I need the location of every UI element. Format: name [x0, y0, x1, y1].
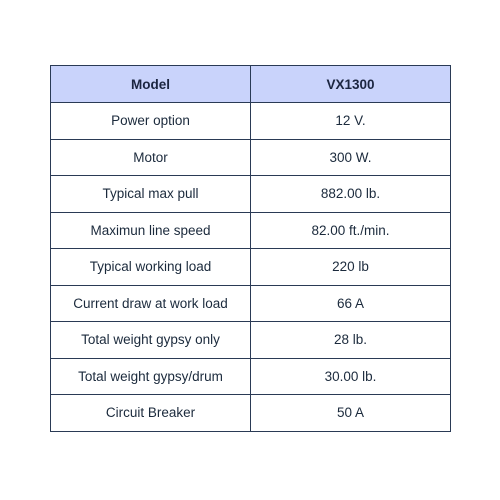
table-row [51, 103, 451, 140]
row-value: 300 W. [251, 139, 451, 176]
table-row [51, 212, 451, 249]
row-value: 28 lb. [251, 322, 451, 359]
spec-table [50, 65, 451, 432]
table-row [51, 285, 451, 322]
row-value: 30.00 lb. [251, 358, 451, 395]
row-value: 220 lb [251, 249, 451, 286]
row-label: Typical working load [51, 249, 251, 286]
row-value: 882.00 lb. [251, 176, 451, 213]
row-label: Total weight gypsy/drum [51, 358, 251, 395]
row-label: Maximun line speed [51, 212, 251, 249]
row-value: 50 A [251, 395, 451, 432]
row-value: 82.00 ft./min. [251, 212, 451, 249]
table-row [51, 358, 451, 395]
row-value: 66 A [251, 285, 451, 322]
table-row [51, 322, 451, 359]
row-label: Power option [51, 103, 251, 140]
header-row [51, 66, 451, 103]
row-value: 12 V. [251, 103, 451, 140]
table-header [51, 66, 451, 103]
table-row [51, 249, 451, 286]
table-row [51, 176, 451, 213]
header-cell-model: Model [51, 66, 251, 103]
table-row [51, 395, 451, 432]
row-label: Typical max pull [51, 176, 251, 213]
row-label: Current draw at work load [51, 285, 251, 322]
row-label: Motor [51, 139, 251, 176]
header-cell-model-value: VX1300 [251, 66, 451, 103]
table-body [51, 103, 451, 432]
row-label: Total weight gypsy only [51, 322, 251, 359]
table-row [51, 139, 451, 176]
row-label: Circuit Breaker [51, 395, 251, 432]
